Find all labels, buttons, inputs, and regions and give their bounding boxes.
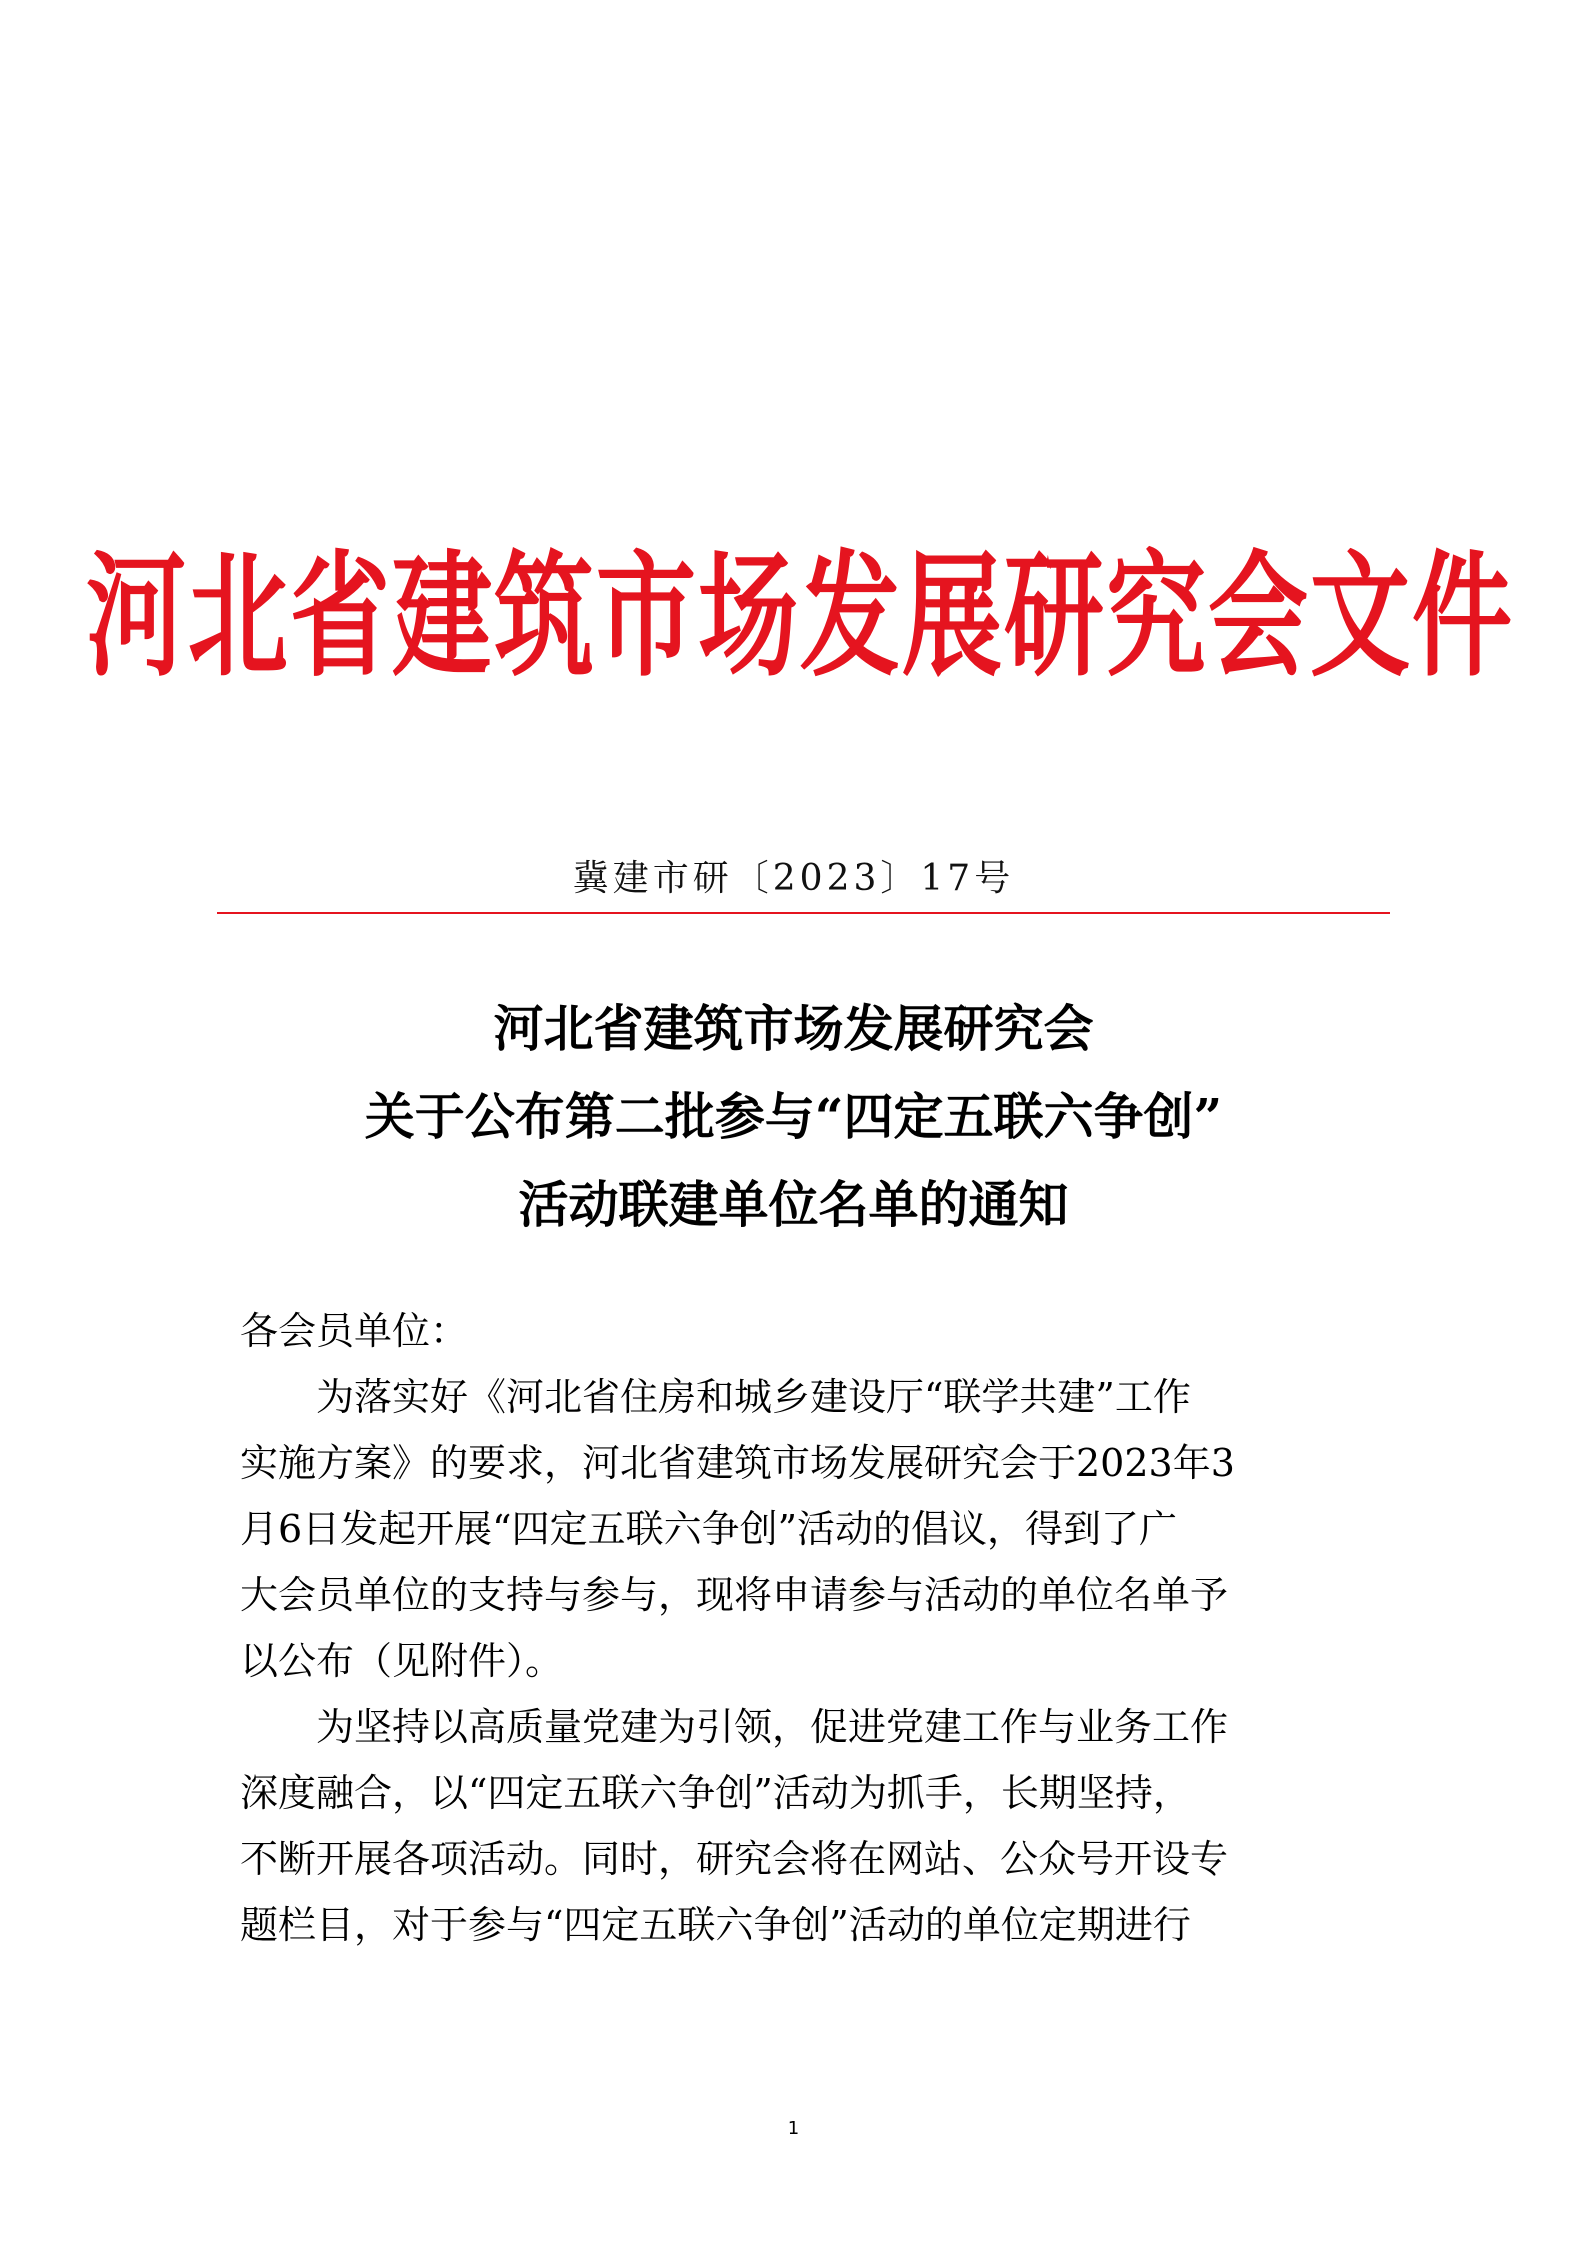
notice-title-line: 关于公布第二批参与“四定五联六争创” [364, 1087, 1223, 1146]
masthead-title: 河北省建筑市场发展研究会文件 [86, 537, 1514, 696]
salutation: 各会员单位： [240, 1309, 469, 1353]
paragraph-2 [240, 1694, 1350, 1958]
paragraph-line: 以公布（见附件）。 [240, 1639, 564, 1683]
page-number: 1 [787, 2118, 800, 2139]
notice-title [0, 985, 1587, 1249]
paragraph-1 [240, 1364, 1350, 1694]
red-masthead [86, 520, 1514, 696]
paragraph-line: 实施方案》的要求，河北省建筑市场发展研究会于2023年3 [240, 1441, 1235, 1485]
red-divider-line [217, 912, 1390, 914]
paragraph-line: 题栏目，对于参与“四定五联六争创”活动的单位定期进行 [240, 1903, 1191, 1947]
paragraph-line: 月6日发起开展“四定五联六争创”活动的倡议，得到了广 [240, 1507, 1178, 1551]
paragraph-line: 为坚持以高质量党建为引领，促进党建工作与业务工作 [316, 1705, 1229, 1749]
notice-title-line: 河北省建筑市场发展研究会 [493, 999, 1094, 1058]
document-number: 冀建市研〔2023〕17号 [572, 858, 1015, 899]
paragraph-line: 不断开展各项活动。同时，研究会将在网站、公众号开设专 [240, 1837, 1229, 1881]
paragraph-line: 为落实好《河北省住房和城乡建设厅“联学共建”工作 [316, 1375, 1191, 1419]
paragraph-line: 深度融合，以“四定五联六争创”活动为抓手，长期坚持， [240, 1771, 1191, 1815]
notice-body [240, 1298, 1350, 1958]
notice-title-line: 活动联建单位名单的通知 [518, 1175, 1069, 1234]
paragraph-line: 大会员单位的支持与参与，现将申请参与活动的单位名单予 [240, 1573, 1229, 1617]
